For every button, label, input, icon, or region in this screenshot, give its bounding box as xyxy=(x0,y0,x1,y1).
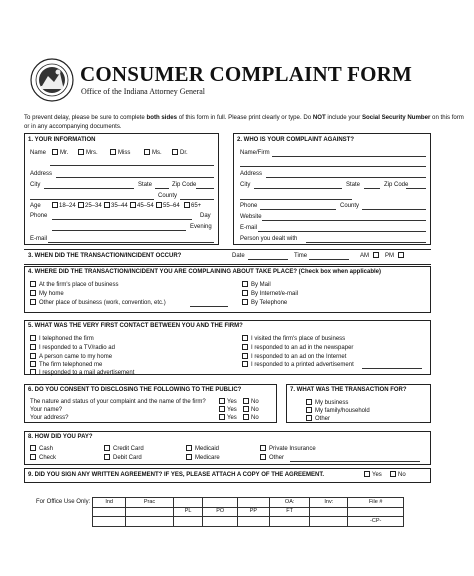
contact-internet-ad-checkbox[interactable] xyxy=(242,353,248,359)
office-use-table xyxy=(92,497,404,527)
contact-newspaper-checkbox[interactable] xyxy=(242,344,248,350)
consent-q1-label: The nature and status of your complaint and the name of the firm? xyxy=(30,399,206,405)
office-row-cp: -CP- xyxy=(93,517,404,527)
agreement-yes-checkbox[interactable] xyxy=(364,471,370,477)
firm-zip-line[interactable] xyxy=(240,199,352,200)
section-4-title: 4. WHERE DID THE TRANSACTION/INCIDENT YOU ARE COMPLAINING ABOUT TAKE PLACE? (Check box when applicable) xyxy=(28,269,382,275)
state-field[interactable] xyxy=(155,188,169,189)
pay-medicare-checkbox[interactable] xyxy=(186,454,192,460)
am-label: AM xyxy=(360,253,369,259)
date-field[interactable] xyxy=(248,259,288,260)
office-row-header: Ind Prac OA: Inv: File # xyxy=(93,498,404,508)
phone-evening-field[interactable] xyxy=(52,230,186,231)
ms-checkbox[interactable] xyxy=(144,149,150,155)
page-title: CONSUMER COMPLAINT FORM xyxy=(80,62,413,86)
mr-checkbox[interactable] xyxy=(52,149,58,155)
consent-q2-no-checkbox[interactable] xyxy=(243,406,249,412)
where-other-field[interactable] xyxy=(190,306,228,307)
where-firm-checkbox[interactable] xyxy=(30,281,36,287)
firm-phone-label: Phone xyxy=(240,203,258,209)
pm-label: PM xyxy=(385,253,394,259)
where-mail-checkbox[interactable] xyxy=(242,281,248,287)
city-field[interactable] xyxy=(44,188,134,189)
pay-credit-card-checkbox[interactable] xyxy=(104,445,110,451)
pm-checkbox[interactable] xyxy=(398,252,404,258)
zip-field[interactable] xyxy=(196,188,214,189)
firm-phone-field[interactable] xyxy=(260,209,336,210)
age-65-checkbox[interactable] xyxy=(184,202,190,208)
time-field[interactable] xyxy=(309,259,349,260)
consent-q3-no-checkbox[interactable] xyxy=(243,414,249,420)
firm-county-field[interactable] xyxy=(362,209,426,210)
for-other-field[interactable] xyxy=(330,422,420,423)
contact-mail-ad-checkbox[interactable] xyxy=(30,369,36,375)
firm-website-field[interactable] xyxy=(262,220,426,221)
city-label: City xyxy=(30,182,41,188)
email-field[interactable] xyxy=(48,242,214,243)
address-field[interactable] xyxy=(56,177,214,178)
firm-address-label: Address xyxy=(240,171,263,177)
firm-address-field[interactable] xyxy=(266,177,426,178)
age-55-64-checkbox[interactable] xyxy=(156,202,162,208)
age-45-54-checkbox[interactable] xyxy=(130,202,136,208)
section-7-title: 7. WHAT WAS THE TRANSACTION FOR? xyxy=(290,387,407,393)
name-field[interactable] xyxy=(50,165,214,166)
evening-label: Evening xyxy=(190,224,212,230)
contact-printed-ad-field[interactable] xyxy=(362,368,422,369)
firm-website-label: Website xyxy=(240,214,262,220)
am-checkbox[interactable] xyxy=(373,252,379,258)
section-6-title: 6. DO YOU CONSENT TO DISCLOSING THE FOLLOWING TO THE PUBLIC? xyxy=(28,387,242,393)
pay-medicaid-checkbox[interactable] xyxy=(186,445,192,451)
consent-q3-yes-checkbox[interactable] xyxy=(219,414,225,420)
section-1-title: 1. YOUR INFORMATION xyxy=(28,137,96,143)
firm-city-field[interactable] xyxy=(254,188,342,189)
time-label: Time xyxy=(294,253,308,259)
state-label: State xyxy=(138,182,153,188)
pay-other-field[interactable] xyxy=(290,461,420,462)
where-internet-checkbox[interactable] xyxy=(242,290,248,296)
pay-check-checkbox[interactable] xyxy=(30,454,36,460)
contact-tv-radio-checkbox[interactable] xyxy=(30,344,36,350)
phone-day-field[interactable] xyxy=(52,219,192,220)
contact-printed-ad-checkbox[interactable] xyxy=(242,361,248,367)
person-field[interactable] xyxy=(306,242,426,243)
pay-private-insurance-checkbox[interactable] xyxy=(260,445,266,451)
for-other-checkbox[interactable] xyxy=(306,415,312,421)
age-18-24-checkbox[interactable] xyxy=(52,202,58,208)
consent-q2-label: Your name? xyxy=(30,407,63,413)
zip-line[interactable] xyxy=(30,199,154,200)
miss-checkbox[interactable] xyxy=(110,149,116,155)
age-label: Age xyxy=(30,203,41,209)
firm-state-label: State xyxy=(346,182,361,188)
firm-zip-field[interactable] xyxy=(406,188,426,189)
age-25-34-checkbox[interactable] xyxy=(78,202,84,208)
contact-firm-telephoned-checkbox[interactable] xyxy=(30,361,36,367)
contact-person-home-checkbox[interactable] xyxy=(30,353,36,359)
firm-county-label: County xyxy=(340,203,360,209)
pay-cash-checkbox[interactable] xyxy=(30,445,36,451)
age-35-44-checkbox[interactable] xyxy=(104,202,110,208)
firm-city-label: City xyxy=(240,182,251,188)
email-label: E-mail xyxy=(30,236,48,242)
person-label: Person you dealt with xyxy=(240,236,298,242)
office-row-codes: PL PO PP FT xyxy=(93,507,404,517)
where-other-checkbox[interactable] xyxy=(30,299,36,305)
section-8-title: 8. HOW DID YOU PAY? xyxy=(28,434,93,440)
pay-debit-card-checkbox[interactable] xyxy=(104,454,110,460)
state-seal xyxy=(30,58,74,102)
zip-label: Zip Code xyxy=(172,182,197,188)
section-9-title: 9. DID YOU SIGN ANY WRITTEN AGREEMENT? IF YES, PLEASE ATTACH A COPY OF THE AGREEMENT. xyxy=(28,472,325,478)
mrs-checkbox[interactable] xyxy=(78,149,84,155)
firm-name-field[interactable] xyxy=(272,156,426,157)
where-home-checkbox[interactable] xyxy=(30,290,36,296)
consent-q3-label: Your address? xyxy=(30,415,69,421)
firm-email-label: E-mail xyxy=(240,225,258,231)
consent-q1-yes-checkbox[interactable] xyxy=(219,398,225,404)
firm-email-field[interactable] xyxy=(258,231,426,232)
agreement-no-checkbox[interactable] xyxy=(390,471,396,477)
page-subtitle: Office of the Indiana Attorney General xyxy=(81,87,206,96)
where-telephone-checkbox[interactable] xyxy=(242,299,248,305)
firm-name-field-2[interactable] xyxy=(240,166,426,167)
for-business-checkbox[interactable] xyxy=(306,399,312,405)
consent-q2-yes-checkbox[interactable] xyxy=(219,406,225,412)
section-5-title: 5. WHAT WAS THE VERY FIRST CONTACT BETWEEN YOU AND THE FIRM? xyxy=(28,323,243,329)
for-family-checkbox[interactable] xyxy=(306,407,312,413)
firm-name-label: Name/Firm xyxy=(240,150,270,156)
day-label: Day xyxy=(200,213,211,219)
firm-zip-label: Zip Code xyxy=(384,182,409,188)
contact-visited-checkbox[interactable] xyxy=(242,335,248,341)
section-2-title: 2. WHO IS YOUR COMPLAINT AGAINST? xyxy=(237,137,355,143)
county-field[interactable] xyxy=(180,199,214,200)
contact-telephoned-checkbox[interactable] xyxy=(30,335,36,341)
address-label: Address xyxy=(30,171,53,177)
name-label: Name xyxy=(30,150,47,156)
consent-q1-no-checkbox[interactable] xyxy=(243,398,249,404)
date-label: Date xyxy=(232,253,245,259)
intro-text: To prevent delay, please be sure to complete both sides of this form in full. Please print clearly or type. Do NOT include your Social Security Number on this form or in any accompanying documents. xyxy=(24,114,464,130)
pay-other-checkbox[interactable] xyxy=(260,454,266,460)
section-3-title: 3. WHEN DID THE TRANSACTION/INCIDENT OCCUR? xyxy=(28,253,182,259)
county-label: County xyxy=(158,193,178,199)
dr-checkbox[interactable] xyxy=(172,149,178,155)
firm-state-field[interactable] xyxy=(364,188,380,189)
office-use-label: For Office Use Only: xyxy=(36,499,91,505)
phone-label: Phone xyxy=(30,213,48,219)
